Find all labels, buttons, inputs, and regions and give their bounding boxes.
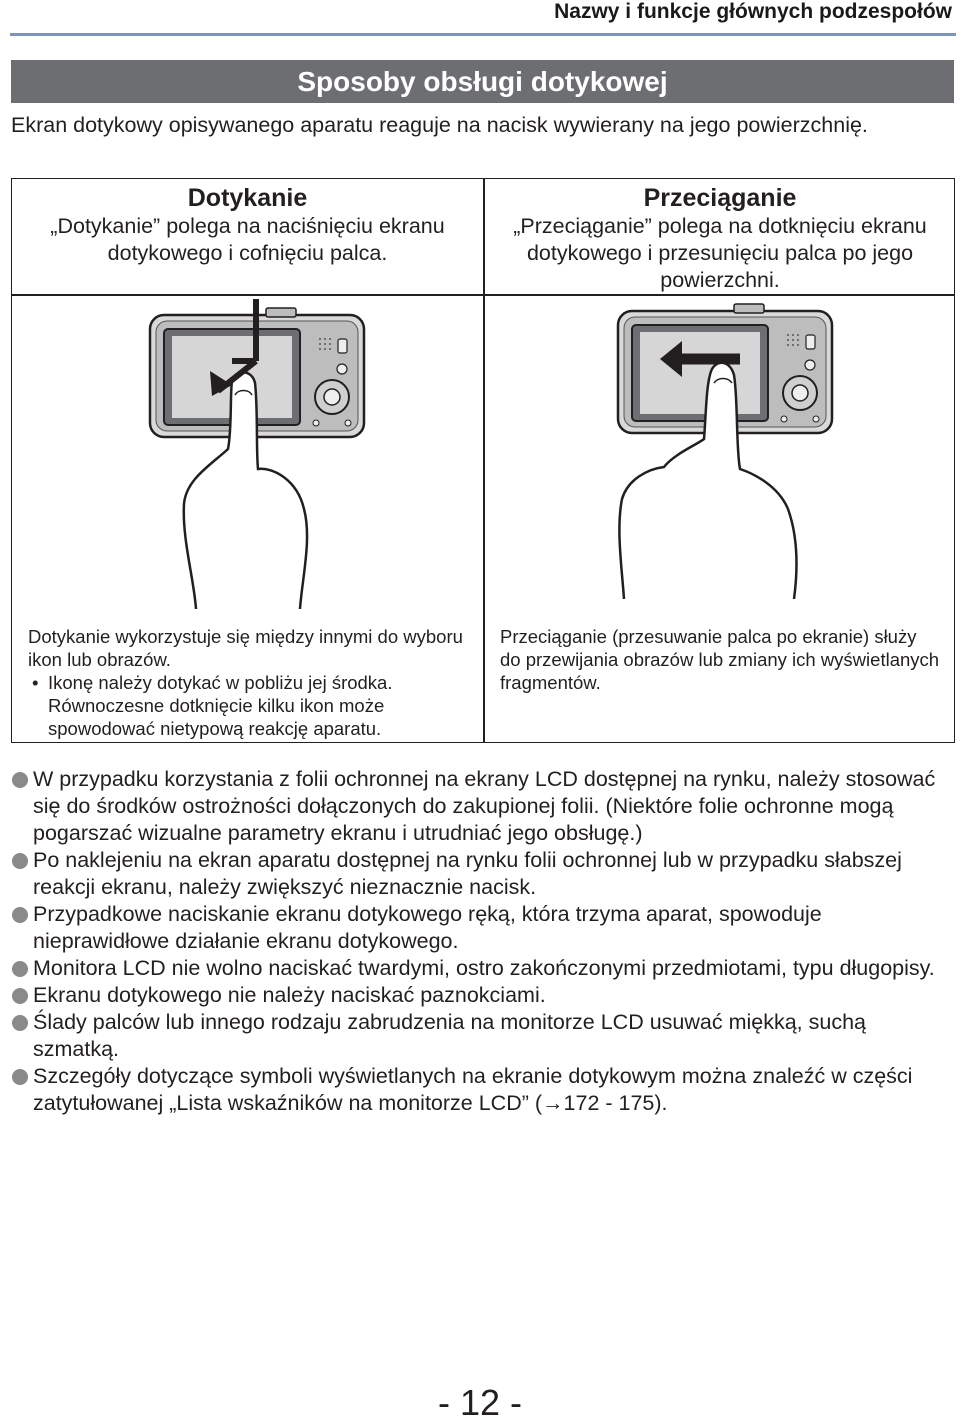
touch-methods-table (11, 178, 955, 743)
list-item: Ślady palców lub innego rodzaju zabrudzenia na monitorze LCD usuwać miękką, suchą szmatką. (11, 1009, 957, 1063)
camera-tap-illustration (132, 299, 372, 609)
bullet-dot-icon (12, 853, 28, 869)
bullet-dot-icon (12, 961, 28, 977)
section-title-bar: Sposoby obsługi dotykowej (11, 60, 954, 103)
bullet-dot-icon (12, 1069, 28, 1085)
tap-column-header (12, 179, 483, 294)
precautions-list (11, 766, 957, 1117)
drag-column-header (485, 179, 955, 294)
bullet-dot-icon (12, 907, 28, 923)
list-item: Szczegóły dotyczące symboli wyświetlanych na ekranie dotykowym można znaleźć w części zatytułowanej „Lista wskaźników na monitorze LCD” (→172 - 175). (11, 1063, 957, 1117)
drag-title: Przeciąganie (643, 184, 797, 212)
list-item: W przypadku korzystania z folii ochronnej na ekrany LCD dostępnej na rynku, należy stosować się do środków ostrożności dołączonych do zakupionej folii. (Niektóre folie ochronne mogą pogarszać wizualne parametry ekranu i utrudniać jego obsługę.) (11, 766, 957, 847)
tap-sub-note-text: Ikonę należy dotykać w pobliżu jej środka. Równoczesne dotknięcie kilku ikon może spowodować nietypową reakcję aparatu. (48, 672, 393, 739)
tap-note (28, 625, 468, 740)
page-number: - 12 - (437, 1382, 523, 1423)
intro-text: Ekran dotykowy opisywanego aparatu reaguje na nacisk wywierany na jego powierzchnię. (11, 113, 868, 137)
drag-note: Przeciąganie (przesuwanie palca po ekranie) służy do przewijania obrazów lub zmiany ich wyświetlanych fragmentów. (500, 626, 940, 693)
list-item: Po naklejeniu na ekran aparatu dostępnej na rynku folii ochronnej lub w przypadku słabszej reakcji ekranu, należy zwiększyć nieznacznie nacisk. (11, 847, 957, 901)
drag-description: „Przeciąganie” polega na dotknięciu ekranu dotykowego i przesunięciu palca po jego powierzchni. (513, 214, 927, 292)
list-item: Przypadkowe naciskanie ekranu dotykowego ręką, która trzyma aparat, spowoduje nieprawidłowe działanie ekranu dotykowego. (11, 901, 957, 955)
tap-title: Dotykanie (187, 184, 308, 212)
header-rule (10, 33, 956, 36)
running-header: Nazwy i funkcje głównych podzespołów (554, 0, 952, 23)
list-item: Ekranu dotykowego nie należy naciskać paznokciami. (11, 982, 957, 1009)
header-divider (12, 294, 954, 296)
bullet-dot-icon (12, 772, 28, 788)
bullet-dot-icon (12, 1015, 28, 1031)
bullet-dot-icon (12, 988, 28, 1004)
tap-description: „Dotykanie” polega na naciśnięciu ekranu dotykowego i cofnięciu palca. (50, 214, 445, 265)
sub-bullet-icon: • (32, 672, 39, 693)
list-item: Monitora LCD nie wolno naciskać twardymi, ostro zakończonymi przedmiotami, typu długopisy. (11, 955, 957, 982)
tap-sub-note (28, 671, 468, 740)
tap-note-text: Dotykanie wykorzystuje się między innymi do wyboru ikon lub obrazów. (28, 626, 463, 670)
camera-drag-illustration (602, 299, 842, 599)
